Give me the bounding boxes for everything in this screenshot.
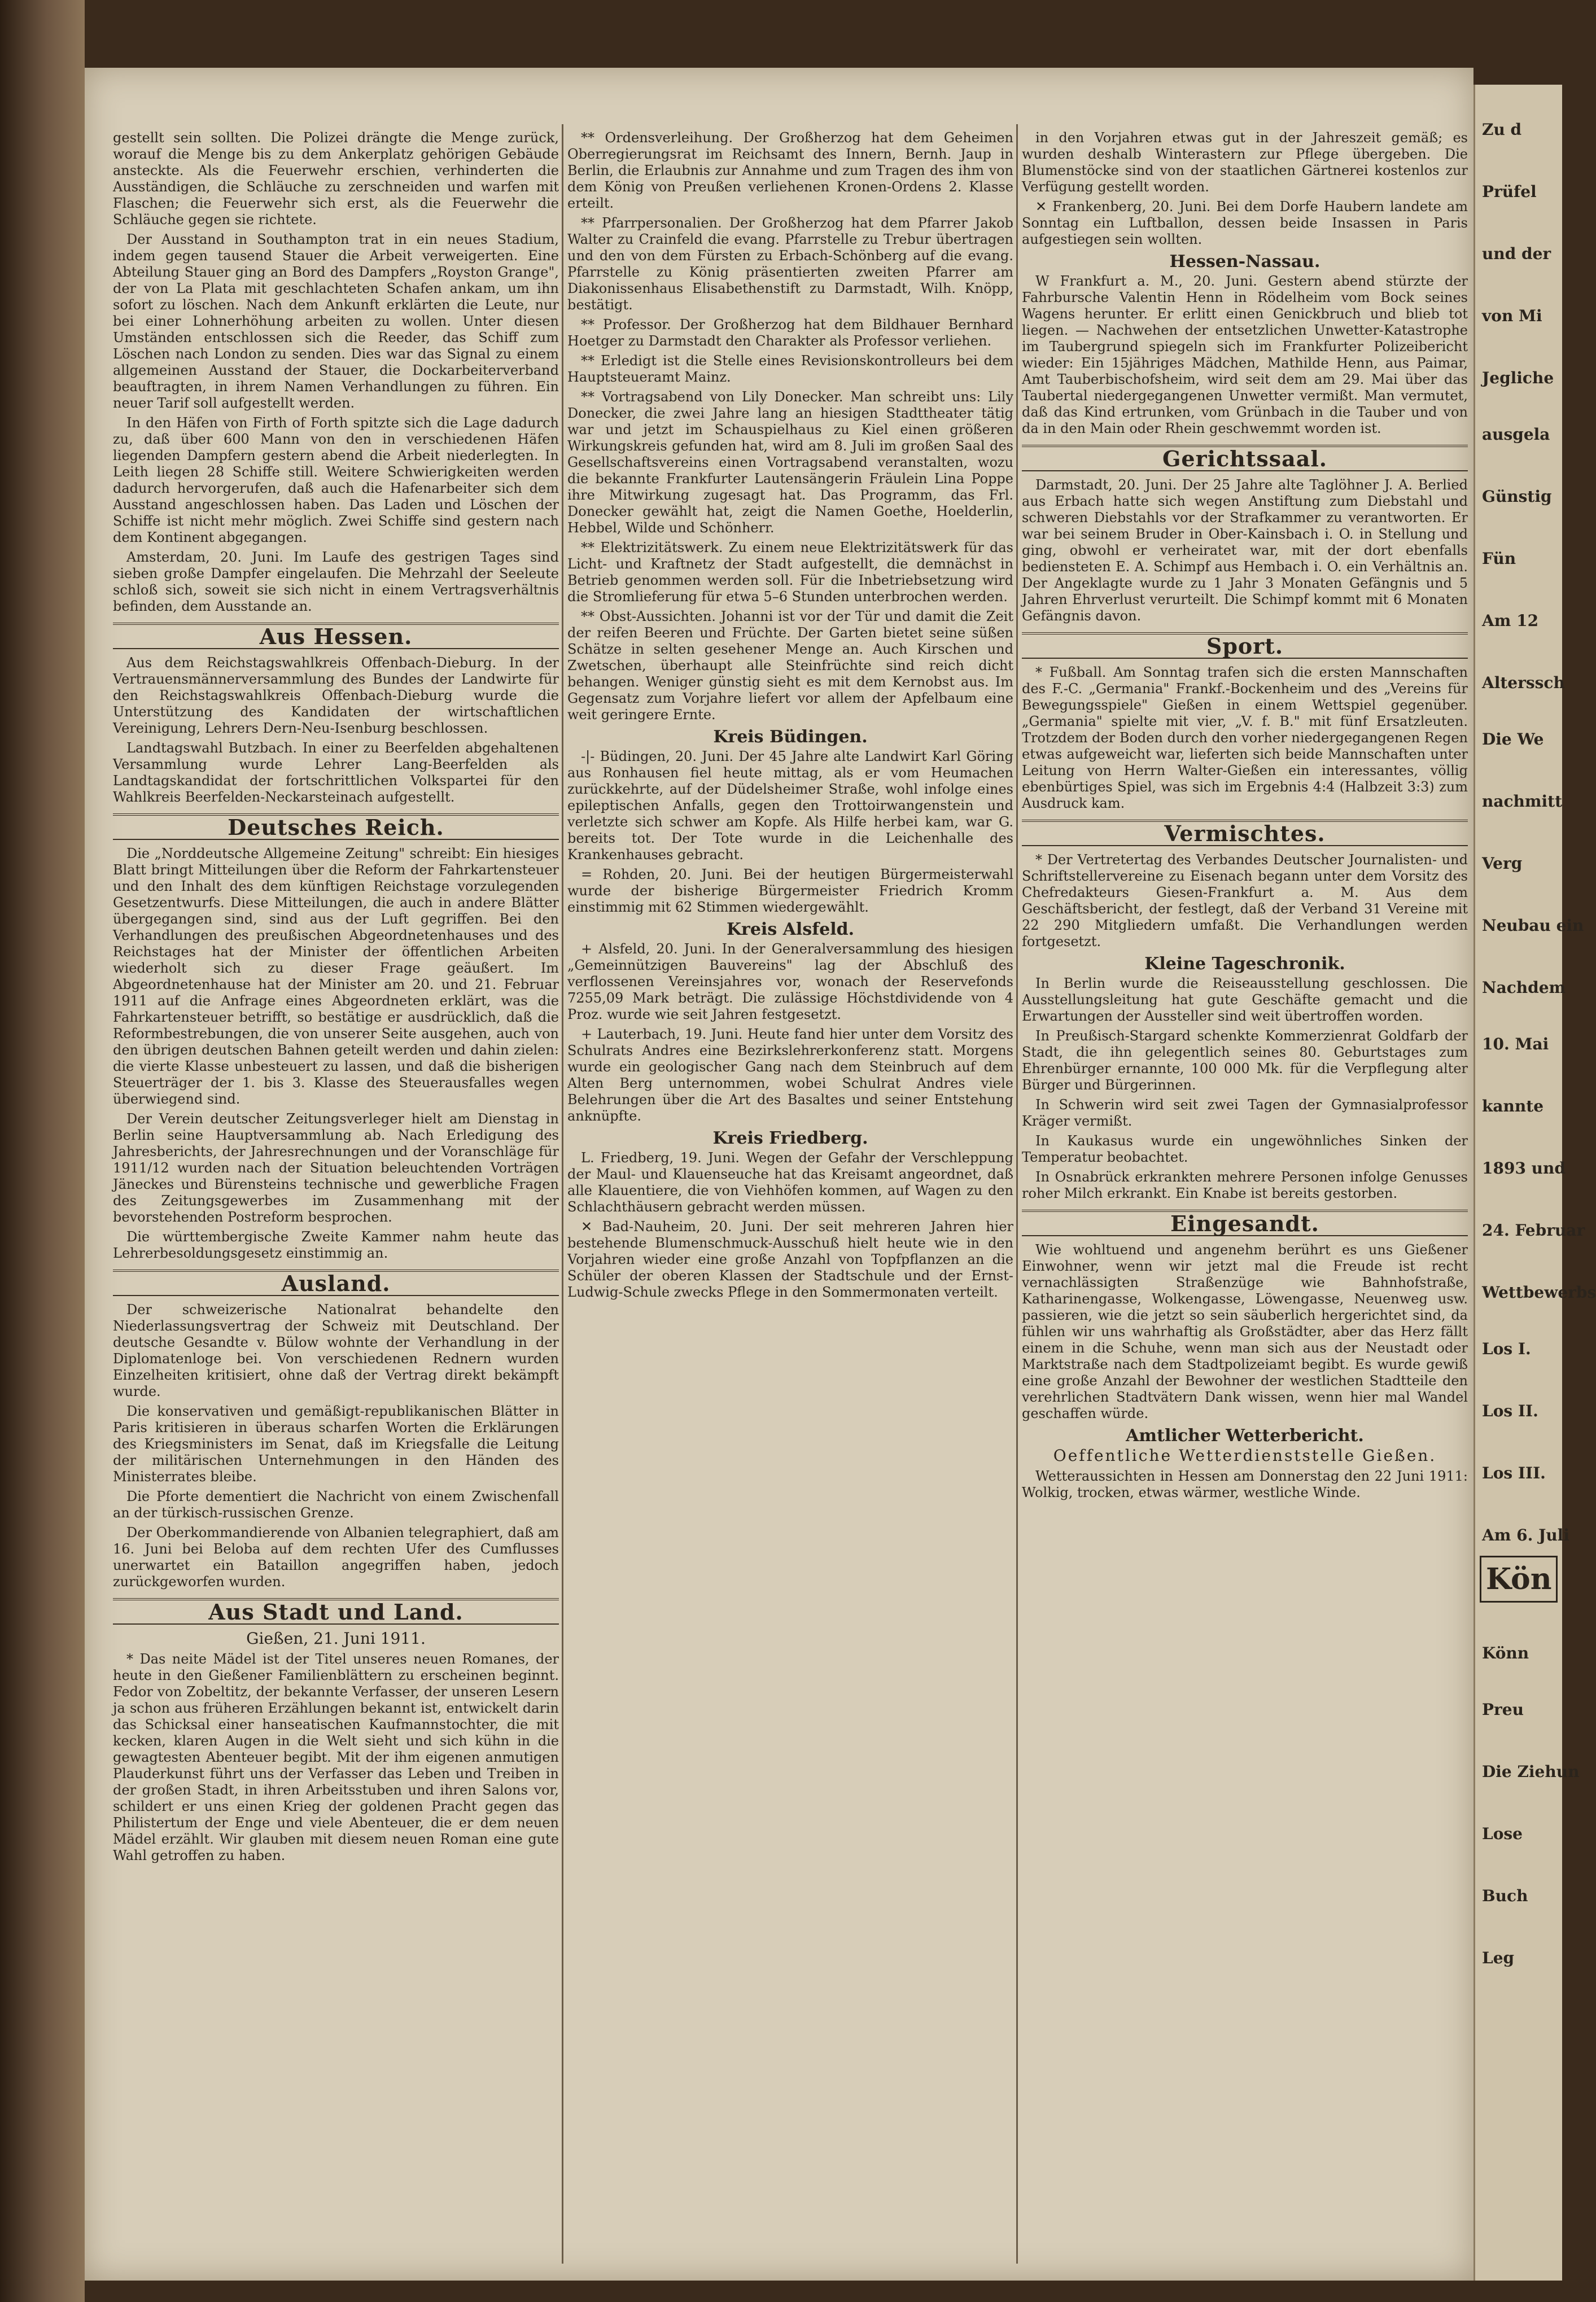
adjacent-page-line: Die Ziehun [1482,1762,1580,1781]
adjacent-page-line: Lose [1482,1824,1523,1843]
article-paragraph: ** Obst-Aussichten. Johanni ist vor der Tür und damit die Zeit der reifen Beeren und Früchte. Der Garten bietet seine süßen Schätze in selten gesehener Menge an. Auch Kirschen und Zwetschen, überhaupt alle Steinfrüchte sind reich dicht behangen. Weniger günstig sieht es mit dem Kernobst aus. Im Gegensatz zum Vorjahre liefert vor allem der Apfelbaum eine weit geringere Ernte. [567,609,1013,723]
article-paragraph: ** Ordensverleihung. Der Großherzog hat dem Geheimen Oberregierungsrat im Reichsamt des Innern, Bernh. Jaup in Berlin, die Erlaubnis zur Annahme und zum Tragen des ihm von dem König von Preußen verliehenen Kronen-Ordens 2. Klasse erteilt. [567,130,1013,211]
article-paragraph: Der Ausstand in Southampton trat in ein neues Stadium, indem gegen tausend Stauer die Arbeit verweigerten. Eine Abteilung Stauer ging an Bord des Dampfers „Royston Grange", der von La Plata mit geschlachteten Schafen ankam, um ihn sofort zu löschen. Nach dem Ankunft erklärten die Leute, nur bei einer Lohnerhöhung arbeiten zu wollen. Unter diesen Umständen entschlossen sich die Reeder, das Schiff zum Löschen nach London zu senden. Dies war das Signal zu einem allgemeinen Ausstand der Stauer, die Dockarbeiterverband beauftragten, in ihrem Namen Verhandlungen zu führen. Ein neuer Tarif soll aufgestellt werden. [113,231,559,411]
column-1 [113,130,559,2264]
weather-office-line: Oeffentliche Wetterdienststelle Gießen. [1053,1446,1437,1465]
subheading-friedberg: Kreis Friedberg. [712,1128,868,1148]
adjacent-page-line: Günstig [1482,487,1552,506]
adjacent-page-line: 1893 und [1482,1159,1566,1178]
article-paragraph: Landtagswahl Butzbach. In einer zu Beerfelden abgehaltenen Versammlung wurde Lehrer Lang-Beerfelden als Landtagskandidat der fortschrittlichen Volkspartei für den Wahlkreis Beerfelden-Neckarsteinach aufgestellt. [113,740,559,805]
adjacent-page-line: Nachdem [1482,978,1566,997]
adjacent-page-line: von Mi [1482,307,1542,325]
article-paragraph: Der schweizerische Nationalrat behandelte den Niederlassungsvertrag der Schweiz mit Deutschland. Der deutsche Gesandte v. Bülow wohnte der Verhandlung in der Diplomatenloge bei. Von verschiedenen Rednern wurden Einzelheiten kritisiert, ohne daß der Vertrag direkt bekämpft wurde. [113,1302,559,1399]
adjacent-page-line: Neubau ein [1482,916,1584,935]
column-rule [562,124,563,2264]
section-heading-stadt: Aus Stadt und Land. [113,1598,559,1625]
article-paragraph: ** Vortragsabend von Lily Donecker. Man schreibt uns: Lily Donecker, die zwei Jahre lang an hiesigen Stadttheater tätig war und jetzt im Schauspielhaus zu Kiel einen größeren Wirkungskreis gefunden hat, wird am 8. Juli im großen Saal des Gesellschaftsvereins einen Vortragsabend veranstalten, wozu die bekannte Frankfurter Lautensängerin Fräulein Lina Poppe ihre Mitwirkung zugesagt hat. Das Programm, das Frl. Donecker gewählt hat, zeigt die Namen Goethe, Hoelderlin, Hebbel, Wilde und Schönherr. [567,389,1013,536]
adjacent-page-ad-box: Kön [1480,1556,1558,1603]
adjacent-page-line: 10. Mai [1482,1035,1549,1053]
article-paragraph: In Preußisch-Stargard schenkte Kommerzienrat Goldfarb der Stadt, die ihn gelegentlich seines 80. Geburtstages zum Ehrenbürger ernannte, 100 000 Mk. für die Verpflegung alter Bürger und Bürgerinnen. [1022,1028,1468,1093]
adjacent-page-line: Alterssch [1482,673,1565,692]
adjacent-page-edge [1473,85,1596,2281]
adjacent-page-line: Zu d [1482,120,1522,139]
adjacent-page-line: Am 12 [1482,611,1539,630]
article-paragraph: * Das neite Mädel ist der Titel unseres neuen Romanes, der heute in den Gießener Familienblättern zu erscheinen beginnt. Fedor von Zobeltitz, der bekannte Verfasser, der unseren Lesern ja schon aus früheren Erzählungen bekannt ist, entwickelt darin das Schicksal einer hanseatischen Kaufmannstochter, die mit kecken, klaren Augen in die Welt sieht und sich kühn in die gewagtesten Abenteuer begibt. Mit der ihm eigenen anmutigen Plauderkunst führt uns der Verfasser das Leben und Treiben in der großen Stadt, in ihren Arbeitsstuben und ihren Salons vor, schildert er uns einen Krieg der goldenen Pracht gegen das Philistertum der Enge und viele Abenteuer, die er dem neuen Mädel erzählt. Wir glauben mit diesem neuen Roman eine gute Wahl getroffen zu haben. [113,1651,559,1863]
article-paragraph: + Lauterbach, 19. Juni. Heute fand hier unter dem Vorsitz des Schulrats Andres eine Bezirkslehrerkonferenz statt. Morgens wurde ein geologischer Gang nach dem Steinbruch auf dem Alten Berg unternommen, wobei Schulrat Andres viele Belehrungen über die Art des Basaltes und seiner Entstehung anknüpfte. [567,1026,1013,1124]
adjacent-page-line: Fün [1482,549,1516,568]
article-paragraph: Darmstadt, 20. Juni. Der 25 Jahre alte Taglöhner J. A. Berlied aus Erbach hatte sich wegen Anstiftung zum Diebstahl und schweren Diebstahls vor der Strafkammer zu verantworten. Er war bei seinem Bruder in Ober-Kainsbach i. O. in Stellung und ging, obwohl er verheiratet war, mit der dort ebenfalls bediensteten E. A. Schimpf aus Hembach i. O. ein Verhältnis an. Der Angeklagte wurde zu 1 Jahr 3 Monaten Gefängnis und 5 Jahren Ehrverlust verurteilt. Die Schimpf kommt mit 6 Monaten Gefängnis davon. [1022,477,1468,624]
article-paragraph: Wie wohltuend und angenehm berührt es uns Gießener Einwohner, wenn wir jetzt mal die Freude ist recht vernachlässigten Straßenzüge wie Bahnhofstraße, Katharinengasse, Wolkengasse, Löwengasse, Neuenweg usw. passieren, wie die jetzt so sein säuberlich hergerichtet sind, da fühlen wir uns wahrhaftig als Großstädter, aber das Herz fällt einem in die Schuhe, wenn man sich aus der Neustadt oder Marktstraße nach dem Stadtpolizeiamt begibt. Es wurde gewiß eine große Anzahl der Bewohner der westlichen Stadtteile den verehrlichen Stadtvätern Dank wissen, wenn hier mal Wandel geschaffen würde. [1022,1242,1468,1421]
adjacent-page-line: Buch [1482,1887,1528,1905]
article-paragraph: Die konservativen und gemäßigt-republikanischen Blätter in Paris kritisieren in überaus scharfen Worten die Erklärungen des Kriegsministers im Senat, daß im Kriegsfalle die Leitung der militärischen Unternehmungen in den Händen des Ministerrates bleibe. [113,1403,559,1485]
adjacent-page-text [1475,119,1596,1970]
article-paragraph: Amsterdam, 20. Juni. Im Laufe des gestrigen Tages sind sieben große Dampfer eingelaufen. Die Mehrzahl der Seeleute schloß sich, soweit sie sich nicht in einem Vertragsverhältnis befinden, dem Ausstande an. [113,549,559,614]
adjacent-page-line: Verg [1482,854,1523,873]
article-paragraph: In Berlin wurde die Reiseausstellung geschlossen. Die Ausstellungsleitung hat gute Geschäfte gemacht und die Erwartungen der Aussteller sind weit übertroffen worden. [1022,975,1468,1024]
subheading-tageschronik: Kleine Tageschronik. [1144,954,1345,974]
article-paragraph: * Fußball. Am Sonntag trafen sich die ersten Mannschaften des F.-C. „Germania" Frankf.-Bockenheim und des „Vereins für Bewegungsspiele" Gießen in einem Wettspiel gegenüber. „Germania" spielte mit vier, „V. f. B." mit fünf Ersatzleuten. Trotzdem der Boden durch den vorher niedergegangenen Regen etwas aufgeweicht war, lieferten sich beide Mannschaften unter Leitung von Herrn Walter-Gießen ein interessantes, völlig ebenbürtiges Spiel, was sich im Ergebnis 4:4 (Halbzeit 3:3) zum Ausdruck kam. [1022,664,1468,811]
article-paragraph: Die württembergische Zweite Kammer nahm heute das Lehrerbesoldungsgesetz einstimmig an. [113,1229,559,1261]
section-heading-eingesandt: Eingesandt. [1022,1210,1468,1236]
article-paragraph: In Schwerin wird seit zwei Tagen der Gymnasialprofessor Kräger vermißt. [1022,1097,1468,1129]
adjacent-page-line: Prüfel [1482,182,1537,201]
article-paragraph: ** Pfarrpersonalien. Der Großherzog hat dem Pfarrer Jakob Walter zu Crainfeld die evang. Pfarrstelle zu Trebur übertragen und den von dem Fürsten zu Erbach-Schönberg auf die evang. Pfarrstelle zu König präsentierten zweiten Pfarrer am Diakonissenhaus Elisabethenstift zu Darmstadt, Wilh. Knöpp, bestätigt. [567,215,1013,313]
article-paragraph: In Kaukasus wurde ein ungewöhnliches Sinken der Temperatur beobachtet. [1022,1133,1468,1165]
column-3 [1022,130,1468,2264]
article-paragraph: in den Vorjahren etwas gut in der Jahreszeit gemäß; es wurden deshalb Winterastern zur Pflege übergeben. Die Blumenstöcke sind von der staatlichen Gärtnerei kostenlos zur Verfügung gestellt worden. [1022,130,1468,195]
book-binding [0,0,85,2302]
article-paragraph: Wetteraussichten in Hessen am Donnerstag den 22 Juni 1911: Wolkig, trocken, etwas wärmer, westliche Winde. [1022,1468,1468,1500]
adjacent-page-line: 24. Februar [1482,1221,1585,1240]
article-paragraph: gestellt sein sollten. Die Polizei drängte die Menge zurück, worauf die Menge bis zu dem Ankerplatz gehörigen Gebäude ansteckte. Als die Feuerwehr erschien, verhinderten die Ausständigen, die Schläuche zu zerschneiden und warfen mit Flaschen; die Feuerwehr sich erst, als die Feuerwehr die Schläuche gegen sie richtete. [113,130,559,227]
article-paragraph: ** Professor. Der Großherzog hat dem Bildhauer Bernhard Hoetger zu Darmstadt den Charakter als Professor verliehen. [567,317,1013,349]
section-heading-gerichtssaal: Gerichtssaal. [1022,445,1468,471]
adjacent-page-line: Los III. [1482,1464,1546,1482]
section-heading-sport: Sport. [1022,632,1468,659]
subheading-wetterbericht: Amtlicher Wetterbericht. [1126,1426,1364,1446]
section-heading-vermischtes: Vermischtes. [1022,820,1468,846]
section-heading-ausland: Ausland. [113,1270,559,1296]
column-rule [1016,124,1018,2264]
article-paragraph: -|- Büdingen, 20. Juni. Der 45 Jahre alte Landwirt Karl Göring aus Ronhausen fiel heute mittag, als er vom Heumachen zurückkehrte, auf der Düdelsheimer Straße, wohl infolge eines epileptischen Anfalls, gegen den Trottoirwangenstein und verletzte sich schwer am Kopfe. Als Hilfe herbei kam, war G. bereits tot. Der Tote wurde in die Leichenhalle des Krankenhauses gebracht. [567,749,1013,863]
article-paragraph: + Alsfeld, 20. Juni. In der Generalversammlung des hiesigen „Gemeinnützigen Bauvereins" lag der Abschluß des verflossenen Vereinsjahres vor, wonach der Reservefonds 7255,09 Mark beträgt. Die zulässige Höchstdividende von 4 Proz. wurde wie seit Jahren festgesetzt. [567,941,1013,1022]
adjacent-page-line: Los II. [1482,1402,1538,1420]
adjacent-page-line: ausgela [1482,425,1550,444]
newspaper-page [85,68,1473,2281]
subheading-alsfeld: Kreis Alsfeld. [726,920,855,939]
column-2 [567,130,1013,2264]
dateline: Gießen, 21. Juni 1911. [246,1629,426,1648]
article-paragraph: ✕ Bad-Nauheim, 20. Juni. Der seit mehreren Jahren hier bestehende Blumenschmuck-Ausschuß hielt heute wie in den Vorjahren wieder eine große Anzahl von Topfpflanzen an die Schüler der oberen Klassen der Stadtschule und der Ernst-Ludwig-Schule zwecks Pflege in den Sommermonaten verteilt. [567,1219,1013,1300]
subheading-hessen-nassau: Hessen-Nassau. [1169,252,1320,272]
article-paragraph: Der Oberkommandierende von Albanien telegraphiert, daß am 16. Juni bei Beloba auf dem rechten Ufer des Cumflusses unerwartet ein Bataillon angegriffen haben, jedoch zurückgeworfen wurden. [113,1525,559,1590]
adjacent-page-line: Die We [1482,730,1544,749]
article-paragraph: In Osnabrück erkrankten mehrere Personen infolge Genusses roher Milch erkrankt. Ein Knabe ist bereits gestorben. [1022,1169,1468,1201]
article-paragraph: ** Elektrizitätswerk. Zu einem neue Elektrizitätswerk für das Licht- und Kraftnetz der Stadt aufgestellt, die demnächst in Betrieb genommen werden soll. Für die Inbetriebsetzung wird die Stromlieferung für etwa 5–6 Stunden unterbrochen werden. [567,540,1013,605]
adjacent-page-line: Leg [1482,1949,1515,1967]
article-paragraph: * Der Vertretertag des Verbandes Deutscher Journalisten- und Schriftstellervereine zu Eisenach begann unter dem Vorsitz des Chefredakteurs Giesen-Frankfurt a. M. Aus dem Geschäftsbericht, der festlegt, daß der Verband 31 Vereine mit 22 290 Mitgliedern umfaßt. Die Verhandlungen werden fortgesetzt. [1022,852,1468,949]
adjacent-page-line: Am 6. Juli [1482,1526,1569,1544]
adjacent-page-line: Jegliche [1482,369,1554,387]
adjacent-page-line: nachmitt [1482,792,1563,811]
adjacent-page-line: kannte [1482,1097,1544,1115]
article-paragraph: = Rohden, 20. Juni. Bei der heutigen Bürgermeisterwahl wurde der bisherige Bürgermeister Friedrich Kromm einstimmig mit 62 Stimmen wiedergewählt. [567,866,1013,915]
adjacent-page-line: Los I. [1482,1340,1531,1358]
subheading-budingen: Kreis Büdingen. [713,727,868,747]
article-paragraph: In den Häfen von Firth of Forth spitzte sich die Lage dadurch zu, daß über 600 Mann von den in verschiedenen Häfen liegenden Dampfern gestern abend die Arbeit niederlegten. In Leith liegen 28 Schiffe still. Weitere Schwierigkeiten werden dadurch hervorgerufen, daß auch die Hafenarbeiter sich dem Ausstand angeschlossen haben. Das Laden und Löschen der Schiffe ist nicht mehr möglich. Zwei Schiffe sind gestern nach dem Kontinent abgegangen. [113,415,559,545]
section-heading-hessen: Aus Hessen. [113,623,559,649]
article-paragraph: Die „Norddeutsche Allgemeine Zeitung" schreibt: Ein hiesiges Blatt bringt Mitteilungen über die Reform der Fahrkartensteuer und den Inhalt des dem künftigen Reichstage vorzulegenden Gesetzentwurfs. Diese Mitteilungen, die auch in andere Blätter übergegangen sind, sind aus der Luft gegriffen. Bei den Verhandlungen des preußischen Abgeordnetenhauses und des Reichstages hat der Minister der öffentlichen Arbeiten wiederholt sich zu dieser Frage geäußert. Im Abgeordnetenhause hat der Minister am 20. und 21. Februar 1911 auf die Anfrage eines Abgeordneten erklärt, was die Fahrkartensteuer betrifft, so bestätige er ausdrücklich, daß die Reformbestrebungen, die von unserer Seite ausgehen, auch von den übrigen deutschen Bahnen geteilt werden und dahin zielen: die vierte Klasse unbesteuert zu lassen, und daß die bisherigen Steuerträger der 1. bis 3. Klasse des Steuerausfalles wegen überwiegend sind. [113,846,559,1107]
article-paragraph: ** Erledigt ist die Stelle eines Revisionskontrolleurs bei dem Hauptsteueramt Mainz. [567,353,1013,385]
adjacent-page-line: Wettbewerbs [1482,1283,1596,1302]
section-heading-reich: Deutsches Reich. [113,813,559,840]
article-paragraph: W Frankfurt a. M., 20. Juni. Gestern abend stürzte der Fahrbursche Valentin Henn in Rödelheim vom Bock seines Wagens herunter. Er erlitt einen Genickbruch und blieb tot liegen. — Nachwehen der entsetzlichen Unwetter-Katastrophe im Taubergrund spiegeln sich im Frankfurter Polizeibericht wieder: Ein 15jähriges Mädchen, Mathilde Henn, aus Paimar, Amt Tauberbischofsheim, wird seit dem am 29. Mai über das Taubertal niedergegangenen Unwetter vermißt. Man vermutet, daß das Kind ertrunken, vom Grünbach in die Tauber und von da in den Main oder Rhein geschwemmt worden ist. [1022,273,1468,436]
adjacent-page-line: Könn [1482,1644,1529,1662]
article-paragraph: Aus dem Reichstagswahlkreis Offenbach-Dieburg. In der Vertrauensmännerversammlung des Bundes der Landwirte für den Reichstagswahlkreis Offenbach-Dieburg wurde die Unterstützung des Kandidaten der wirtschaftlichen Vereinigung, Lehrers Dern-Neu-Isenburg beschlossen. [113,655,559,736]
article-paragraph: ✕ Frankenberg, 20. Juni. Bei dem Dorfe Haubern landete am Sonntag ein Luftballon, dessen beide Insassen in Paris aufgestiegen sein wollten. [1022,199,1468,247]
adjacent-page-line: Preu [1482,1700,1524,1719]
article-paragraph: Der Verein deutscher Zeitungsverleger hielt am Dienstag in Berlin seine Hauptversammlung ab. Nach Erledigung des Jahresberichts, der Jahresrechnungen und der Voranschläge für 1911/12 wurden nach der Situation beleuchtenden Vorträgen Jäneckes und Bürensteins technische und gewerbliche Fragen des Zeitungsgewerbes im Zusammenhang mit der bevorstehenden Postreform besprochen. [113,1111,559,1225]
article-paragraph: L. Friedberg, 19. Juni. Wegen der Gefahr der Verschleppung der Maul- und Klauenseuche hat das Kreisamt angeordnet, daß alle Klauentiere, die von Viehhöfen kommen, auf Wagen zu den Schlachthäusern gebracht werden müssen. [567,1150,1013,1215]
article-paragraph: Die Pforte dementiert die Nachricht von einem Zwischenfall an der türkisch-russischen Grenze. [113,1489,559,1521]
adjacent-page-line: und der [1482,244,1551,263]
